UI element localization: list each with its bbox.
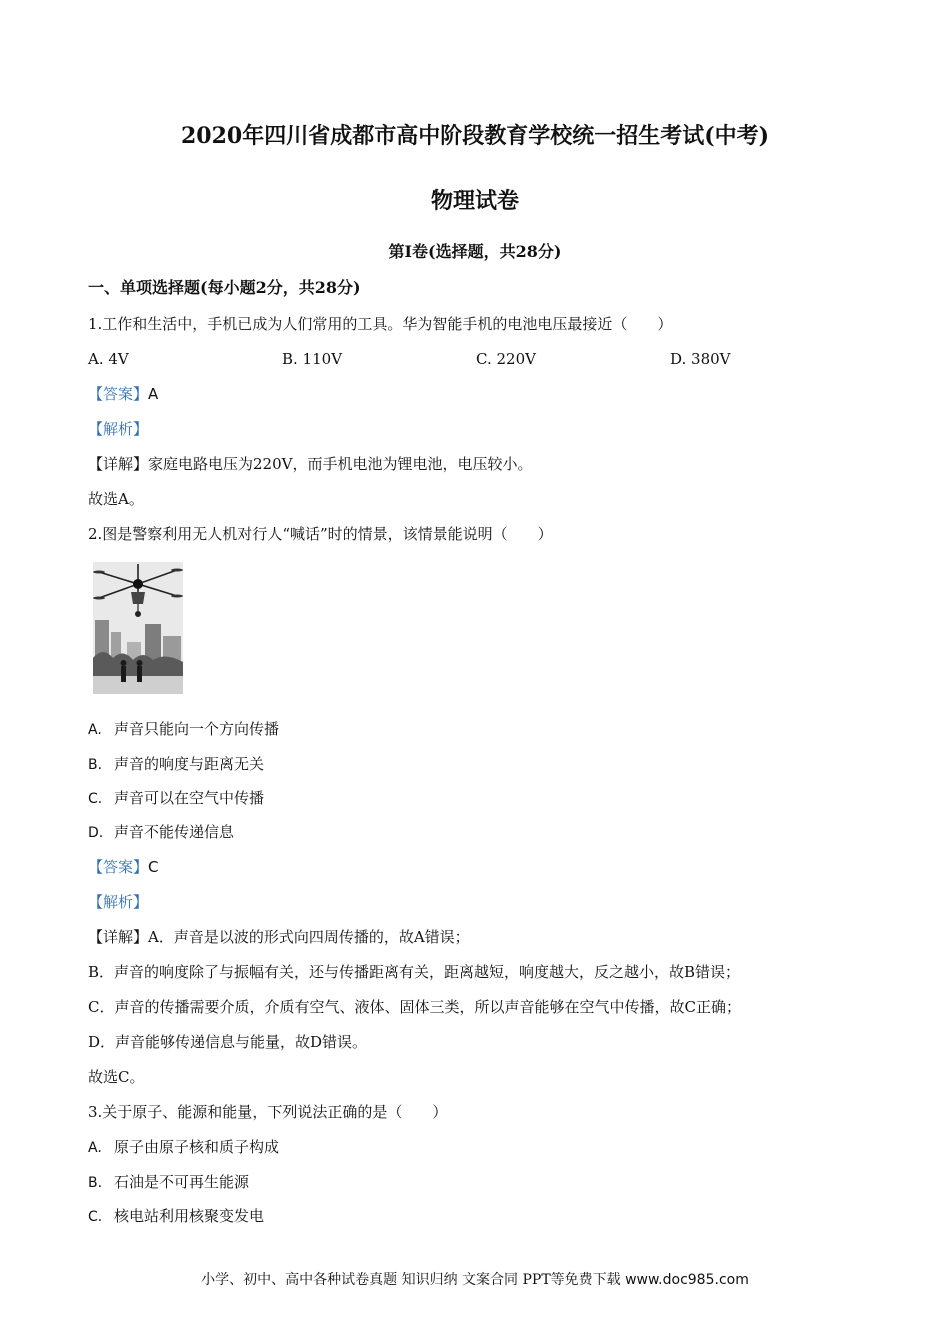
page-footer — [0, 1270, 950, 1290]
exam-subtitle: 物理试卷 — [430, 188, 519, 214]
q2-option-a: A. 声音只能向一个方向传播 — [88, 720, 280, 738]
q3-stem: 3.关于原子、能源和能量，下列说法正确的是（ ） — [88, 1103, 448, 1121]
answer-value: C — [148, 858, 159, 876]
answer-tag: 【答案】 — [88, 858, 149, 876]
q2-conclusion: 故选C。 — [88, 1068, 145, 1086]
q3-option-a: A. 原子由原子核和质子构成 — [88, 1138, 280, 1156]
q2-option-d: D. 声音不能传递信息 — [88, 823, 235, 841]
q1-option-d: D. 380V — [670, 350, 731, 368]
answer-tag: 【答案】 — [88, 385, 149, 403]
section-heading: 一、单项选择题(每小题2分，共28分) — [88, 278, 361, 297]
q3-option-b: B. 石油是不可再生能源 — [88, 1173, 250, 1191]
footer-link[interactable]: www.doc985.com — [625, 1272, 749, 1288]
drone-police-photo — [93, 562, 183, 694]
q2-option-c: C. 声音可以在空气中传播 — [88, 789, 265, 807]
q2-detail-line: D．声音能够传递信息与能量，故D错误。 — [88, 1033, 368, 1051]
q1-conclusion: 故选A。 — [88, 490, 144, 508]
q1-option-c: C. 220V — [476, 350, 536, 368]
q3-option-c: C. 核电站利用核聚变发电 — [88, 1207, 265, 1225]
q2-option-b: B. 声音的响度与距离无关 — [88, 755, 265, 773]
q2-stem: 2.图是警察利用无人机对行人“喊话”时的情景，该情景能说明（ ） — [88, 525, 553, 543]
part-heading: 第Ⅰ卷(选择题，共28分) — [388, 242, 562, 261]
q2-detail-line: C．声音的传播需要介质，介质有空气、液体、固体三类，所以声音能够在空气中传播，故C正确； — [88, 998, 741, 1016]
q1-answer — [88, 384, 158, 404]
q1-option-b: B. 110V — [282, 350, 343, 368]
q1-option-a: A. 4V — [88, 350, 129, 368]
footer-text: 小学、初中、高中各种试卷真题 知识归纳 文案合同 PPT等免费下载 — [201, 1272, 621, 1288]
q2-analysis-tag: 【解析】 — [88, 893, 149, 911]
q2-answer — [88, 857, 159, 877]
q1-analysis-tag: 【解析】 — [88, 420, 149, 438]
q1-detail: 【详解】家庭电路电压为220V，而手机电池为锂电池，电压较小。 — [88, 455, 533, 473]
q2-detail-line: B．声音的响度除了与振幅有关，还与传播距离有关，距离越短，响度越大，反之越小，故B错误； — [88, 963, 741, 981]
answer-value: A — [148, 385, 159, 403]
q2-detail-line: 【详解】A．声音是以波的形式向四周传播的，故A错误； — [88, 928, 470, 946]
exam-title: 2020年四川省成都市高中阶段教育学校统一招生考试(中考) — [180, 123, 770, 149]
q1-stem: 1.工作和生活中，手机已成为人们常用的工具。华为智能手机的电池电压最接近（ ） — [88, 315, 673, 333]
